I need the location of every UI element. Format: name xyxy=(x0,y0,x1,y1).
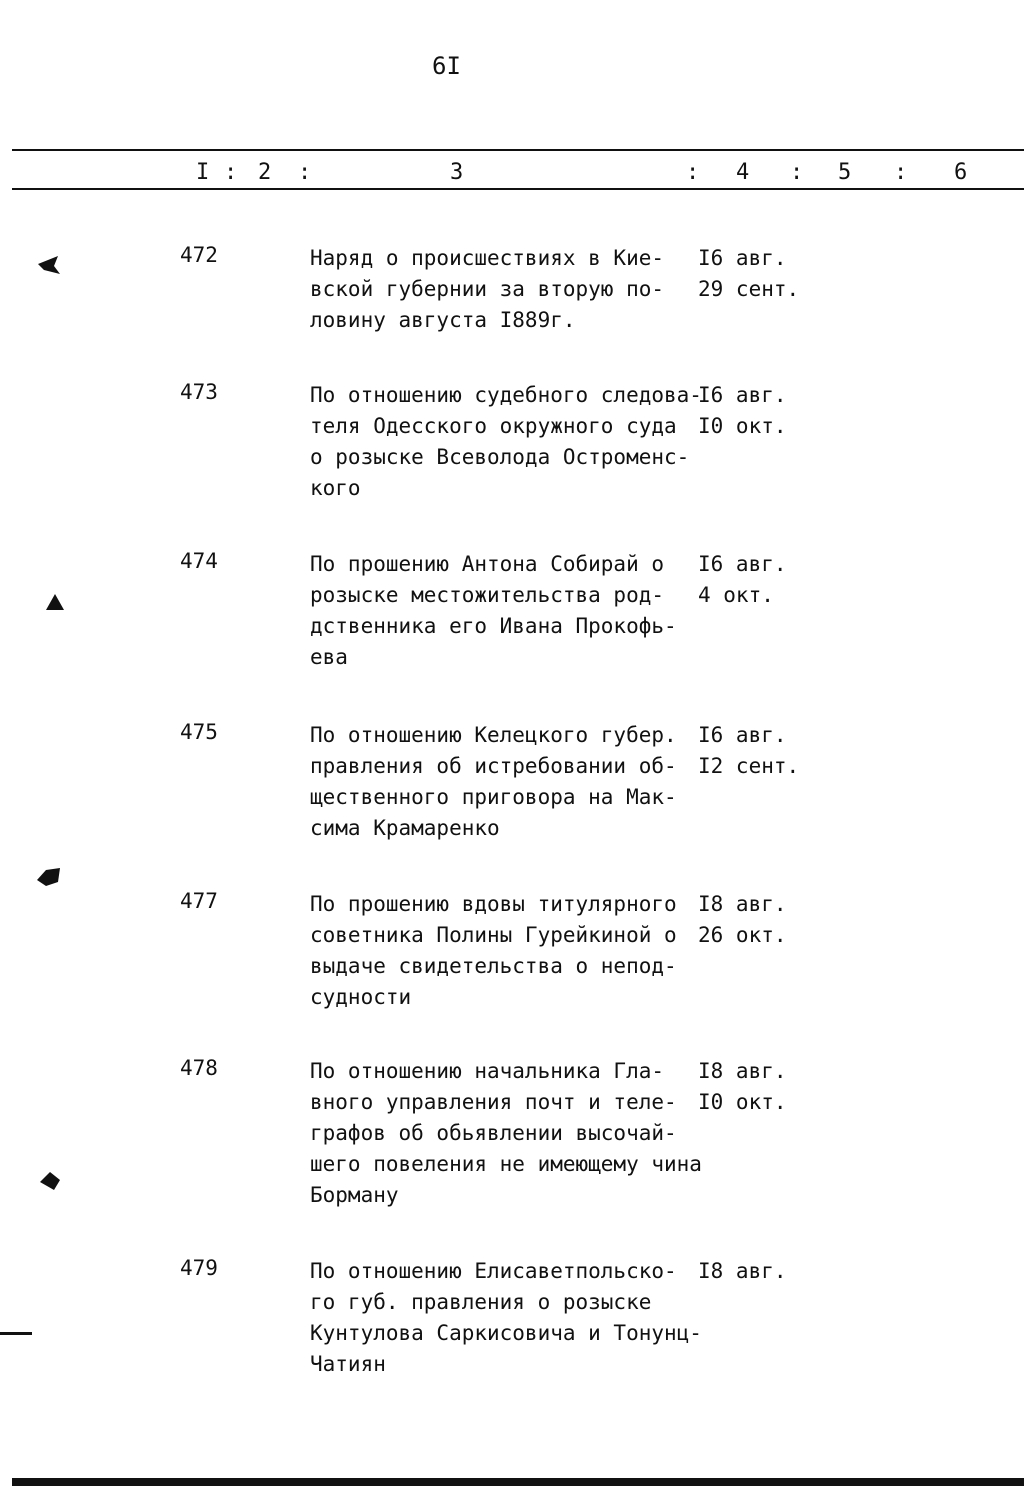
description-line: Чатиян xyxy=(310,1352,386,1376)
header-rule xyxy=(12,188,1024,190)
start-date: I6 авг. xyxy=(698,552,787,576)
end-date: I0 окт. xyxy=(698,414,787,438)
description-line: дственника его Ивана Прокофь- xyxy=(310,614,677,638)
description-line: По отношению Келецкого губер. xyxy=(310,723,677,747)
description-line: По отношению судебного следова- xyxy=(310,383,702,407)
description-line: Борману xyxy=(310,1183,399,1207)
record-description xyxy=(310,380,710,504)
description-line: вного управления почт и теле- xyxy=(310,1090,677,1114)
start-date: I8 авг. xyxy=(698,1059,787,1083)
description-line: По прошению вдовы титулярного xyxy=(310,892,677,916)
description-line: го губ. правления о розыске xyxy=(310,1290,652,1314)
description-line: советника Полины Гурейкиной о xyxy=(310,923,677,947)
record-number: 477 xyxy=(180,889,218,913)
column-separator: : xyxy=(298,160,312,185)
description-line: Наряд о происшествиях в Кие- xyxy=(310,246,665,270)
description-line: судности xyxy=(310,985,412,1009)
description-line: правления об истребовании об- xyxy=(310,754,677,778)
margin-line-mark xyxy=(0,1330,34,1338)
record-dates xyxy=(698,889,787,951)
record-number: 479 xyxy=(180,1256,218,1280)
description-line: сима Крамаренко xyxy=(310,816,500,840)
column-separator: : xyxy=(790,160,804,185)
binding-hole-mark xyxy=(42,592,68,614)
end-date: I2 сент. xyxy=(698,754,800,778)
record-description xyxy=(310,889,710,1013)
record-number: 473 xyxy=(180,380,218,404)
record-description xyxy=(310,720,710,844)
column-header-3: 3 xyxy=(450,160,464,185)
description-line: графов об обьявлении высочай- xyxy=(310,1121,677,1145)
record-dates xyxy=(698,1256,787,1287)
record-number: 474 xyxy=(180,549,218,573)
top-rule xyxy=(12,149,1024,151)
description-line: По прошению Антона Собирай о xyxy=(310,552,665,576)
record-dates xyxy=(698,243,799,305)
binding-hole-mark xyxy=(34,864,64,890)
start-date: I8 авг. xyxy=(698,892,787,916)
description-line: По отношению Елисаветпольско- xyxy=(310,1259,677,1283)
binding-hole-mark xyxy=(34,252,64,278)
column-header-2: 2 xyxy=(258,160,272,185)
start-date: I8 авг. xyxy=(698,1259,787,1283)
record-dates xyxy=(698,1056,787,1118)
record-dates xyxy=(698,720,799,782)
end-date: 26 окт. xyxy=(698,923,787,947)
record-description xyxy=(310,1256,710,1380)
column-separator: : xyxy=(224,160,238,185)
description-line: ловину августа I889г. xyxy=(310,308,576,332)
description-line: кого xyxy=(310,476,361,500)
record-number: 475 xyxy=(180,720,218,744)
bottom-edge-bar xyxy=(12,1478,1024,1486)
page-number: 6I xyxy=(432,52,461,80)
record-number: 472 xyxy=(180,243,218,267)
binding-hole-mark xyxy=(36,1168,64,1194)
column-separator: : xyxy=(894,160,908,185)
end-date: 29 сент. xyxy=(698,277,800,301)
description-line: ева xyxy=(310,645,348,669)
start-date: I6 авг. xyxy=(698,383,787,407)
description-line: По отношению начальника Гла- xyxy=(310,1059,665,1083)
description-line: щественного приговора на Мак- xyxy=(310,785,677,809)
record-dates xyxy=(698,380,787,442)
record-description xyxy=(310,1056,710,1211)
column-header-5: 5 xyxy=(838,160,852,185)
record-description xyxy=(310,549,710,673)
column-header-1: I xyxy=(196,160,210,185)
record-number: 478 xyxy=(180,1056,218,1080)
description-line: теля Одесского окружного суда xyxy=(310,414,677,438)
start-date: I6 авг. xyxy=(698,723,787,747)
end-date: I0 окт. xyxy=(698,1090,787,1114)
column-header-4: 4 xyxy=(736,160,750,185)
record-description xyxy=(310,243,710,336)
start-date: I6 авг. xyxy=(698,246,787,270)
description-line: Кунтулова Саркисовича и Тонунц- xyxy=(310,1321,702,1345)
description-line: розыске местожительства род- xyxy=(310,583,665,607)
column-header-6: 6 xyxy=(954,160,968,185)
end-date: 4 окт. xyxy=(698,583,774,607)
description-line: шего повеления не имеющему чина xyxy=(310,1152,702,1176)
description-line: о розыске Всеволода Остроменс- xyxy=(310,445,690,469)
description-line: вской губернии за вторую по- xyxy=(310,277,665,301)
record-dates xyxy=(698,549,787,611)
column-separator: : xyxy=(686,160,700,185)
description-line: выдаче свидетельства о непод- xyxy=(310,954,677,978)
